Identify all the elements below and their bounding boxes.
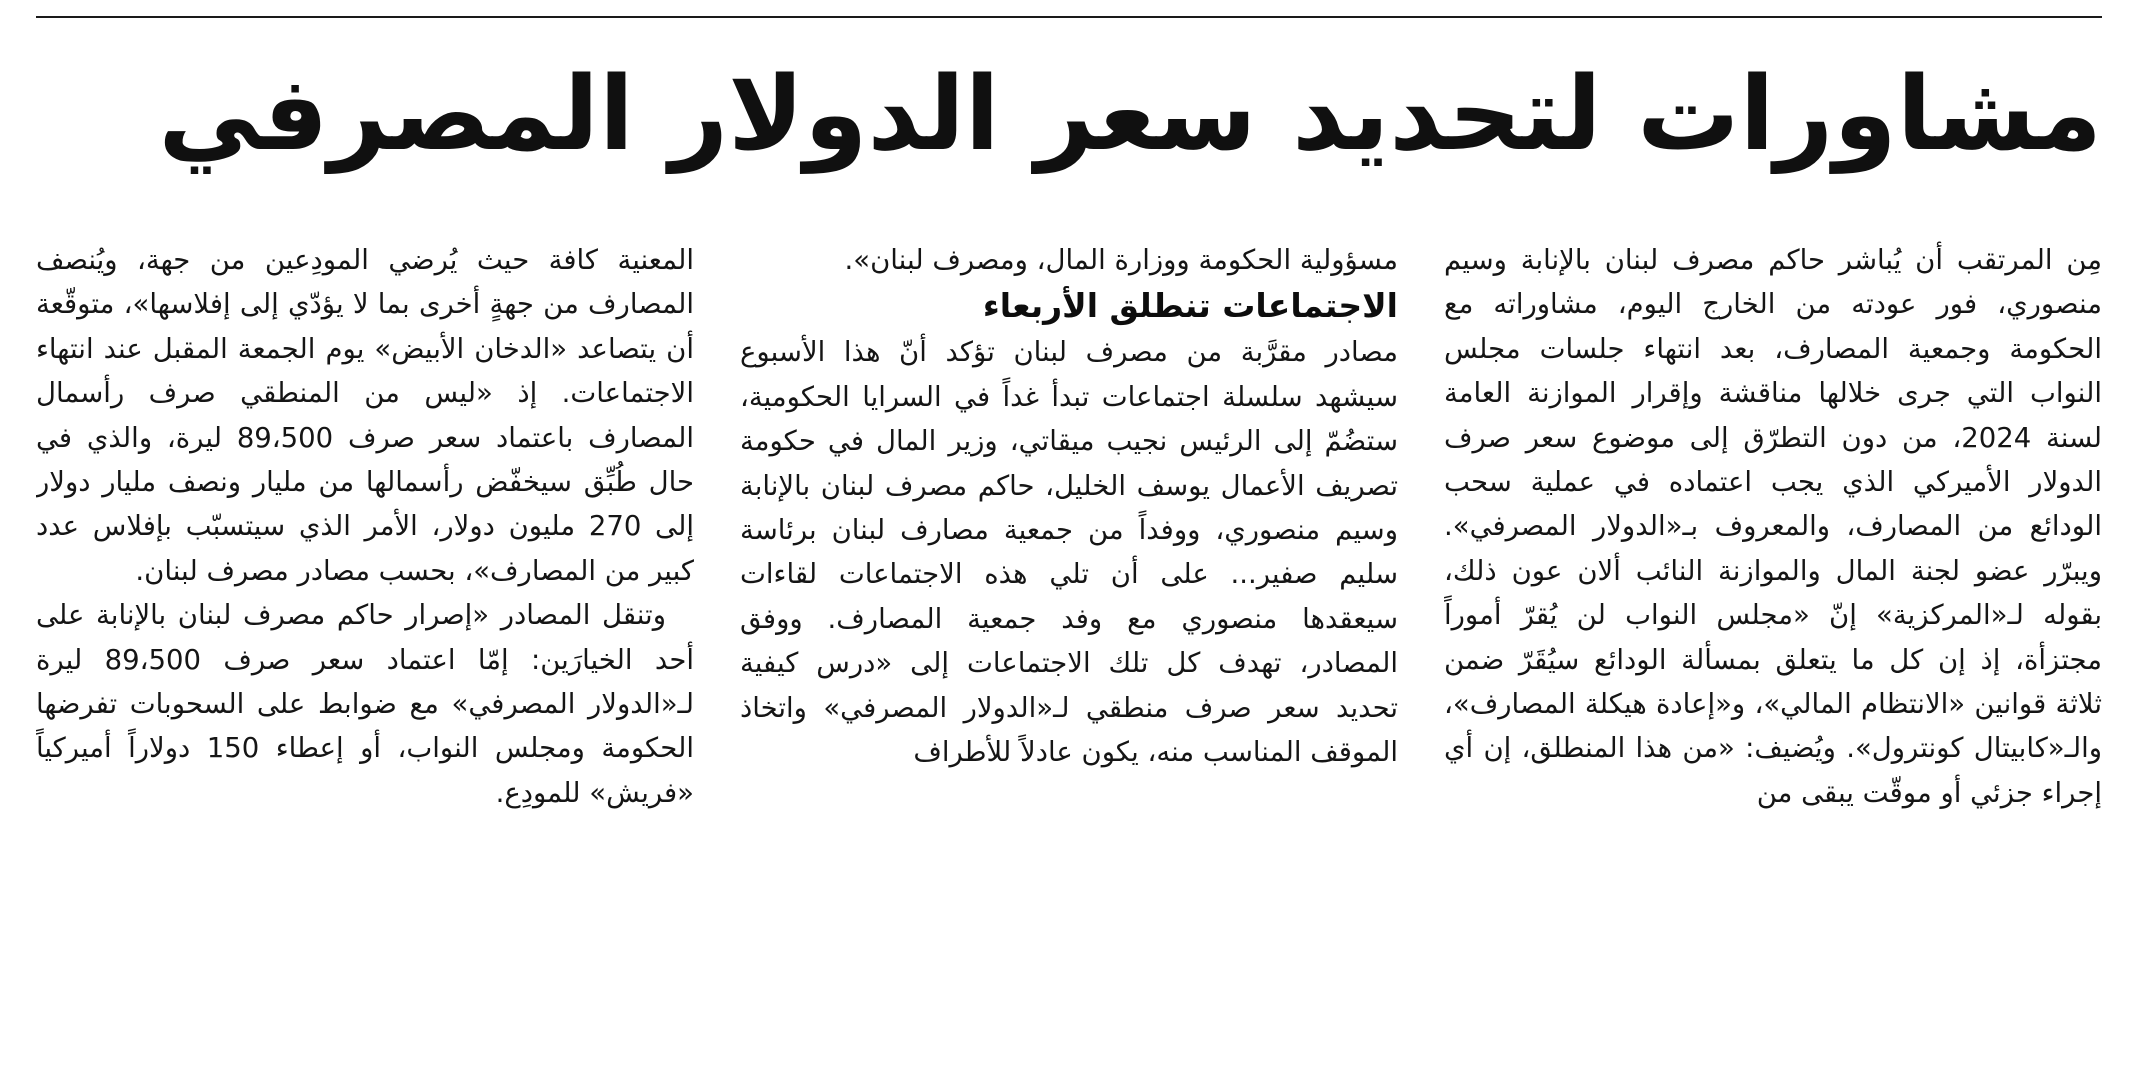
column-right [1444, 238, 2102, 1038]
column-left [36, 238, 694, 1038]
column-left-paragraph-2: وتنقل المصادر «إصرار حاكم مصرف لبنان بالإنابة على أحد الخيارَين: إمّا اعتماد سعر صرف 89،500 ليرة لـ«الدولار المصرفي» مع ضوابط على السحوبات تفرضها الحكومة ومجلس النواب، أو إعطاء 150 دولاراً أميركياً «فريش» للمودِع. [36, 599, 694, 809]
column-left-paragraph-1: المعنية كافة حيث يُرضي المودِعين من جهة، ويُنصف المصارف من جهةٍ أخرى بما لا يؤدّي إلى إفلاسها»، متوقّعة أن يتصاعد «الدخان الأبيض» يوم الجمعة المقبل عند انتهاء الاجتماعات. إذ «ليس من المنطقي صرف رأسمال المصارف باعتماد سعر صرف 89،500 ليرة، والذي في حال طُبِّق سيخفّض رأسمالها من مليار ونصف مليار دولار إلى 270 مليون دولار، الأمر الذي سيتسبّب بإفلاس عدد كبير من المصارف»، بحسب مصادر مصرف لبنان. [36, 244, 694, 587]
section-subheading: الاجتماعات تنطلق الأربعاء [982, 286, 1398, 326]
column-middle [740, 238, 1398, 1038]
column-middle-text-before: مسؤولية الحكومة ووزارة المال، ومصرف لبنان». [844, 244, 1398, 276]
column-right-text: مِن المرتقب أن يُباشر حاكم مصرف لبنان بالإنابة وسيم منصوري، فور عودته من الخارج اليوم، مشاوراته مع الحكومة وجمعية المصارف، بعد انتهاء جلسات مجلس النواب التي جرى خلالها مناقشة وإقرار الموازنة العامة لسنة 2024، من دون التطرّق إلى موضوع سعر صرف الدولار الأميركي الذي يجب اعتماده في عملية سحب الودائع من المصارف، والمعروف بـ«الدولار المصرفي». ويبرّر عضو لجنة المال والموازنة النائب ألان عون ذلك، بقوله لـ«المركزية» إنّ «مجلس النواب لن يُقرّ أموراً مجتزأة، إذ إن كل ما يتعلق بمسألة الودائع سيُقَرّ ضمن ثلاثة قوانين «الانتظام المالي»، و«إعادة هيكلة المصارف»، والـ«كابيتال كونترول». ويُضيف: «من هذا المنطلق، إن أي إجراء جزئي أو موقّت يبقى من [1444, 244, 2102, 809]
article-headline: مشاورات لتحديد سعر الدولار المصرفي [158, 55, 2102, 174]
column-middle-text-after: مصادر مقرَّبة من مصرف لبنان تؤكد أنّ هذا الأسبوع سيشهد سلسلة اجتماعات تبدأ غداً في السرايا الحكومية، ستضُمّ إلى الرئيس نجيب ميقاتي، وزير المال في حكومة تصريف الأعمال يوسف الخليل، حاكم مصرف لبنان بالإنابة وسيم منصوري، ووفداً من جمعية مصارف لبنان برئاسة سليم صفير... على أن تلي هذه الاجتماعات لقاءات سيعقدها منصوري مع وفد جمعية المصارف. ووفق المصادر، تهدف كل تلك الاجتماعات إلى «درس كيفية تحديد سعر صرف منطقي لـ«الدولار المصرفي» واتخاذ الموقف المناسب منه، يكون عادلاً للأطراف [740, 336, 1398, 769]
top-rule [36, 16, 2102, 18]
